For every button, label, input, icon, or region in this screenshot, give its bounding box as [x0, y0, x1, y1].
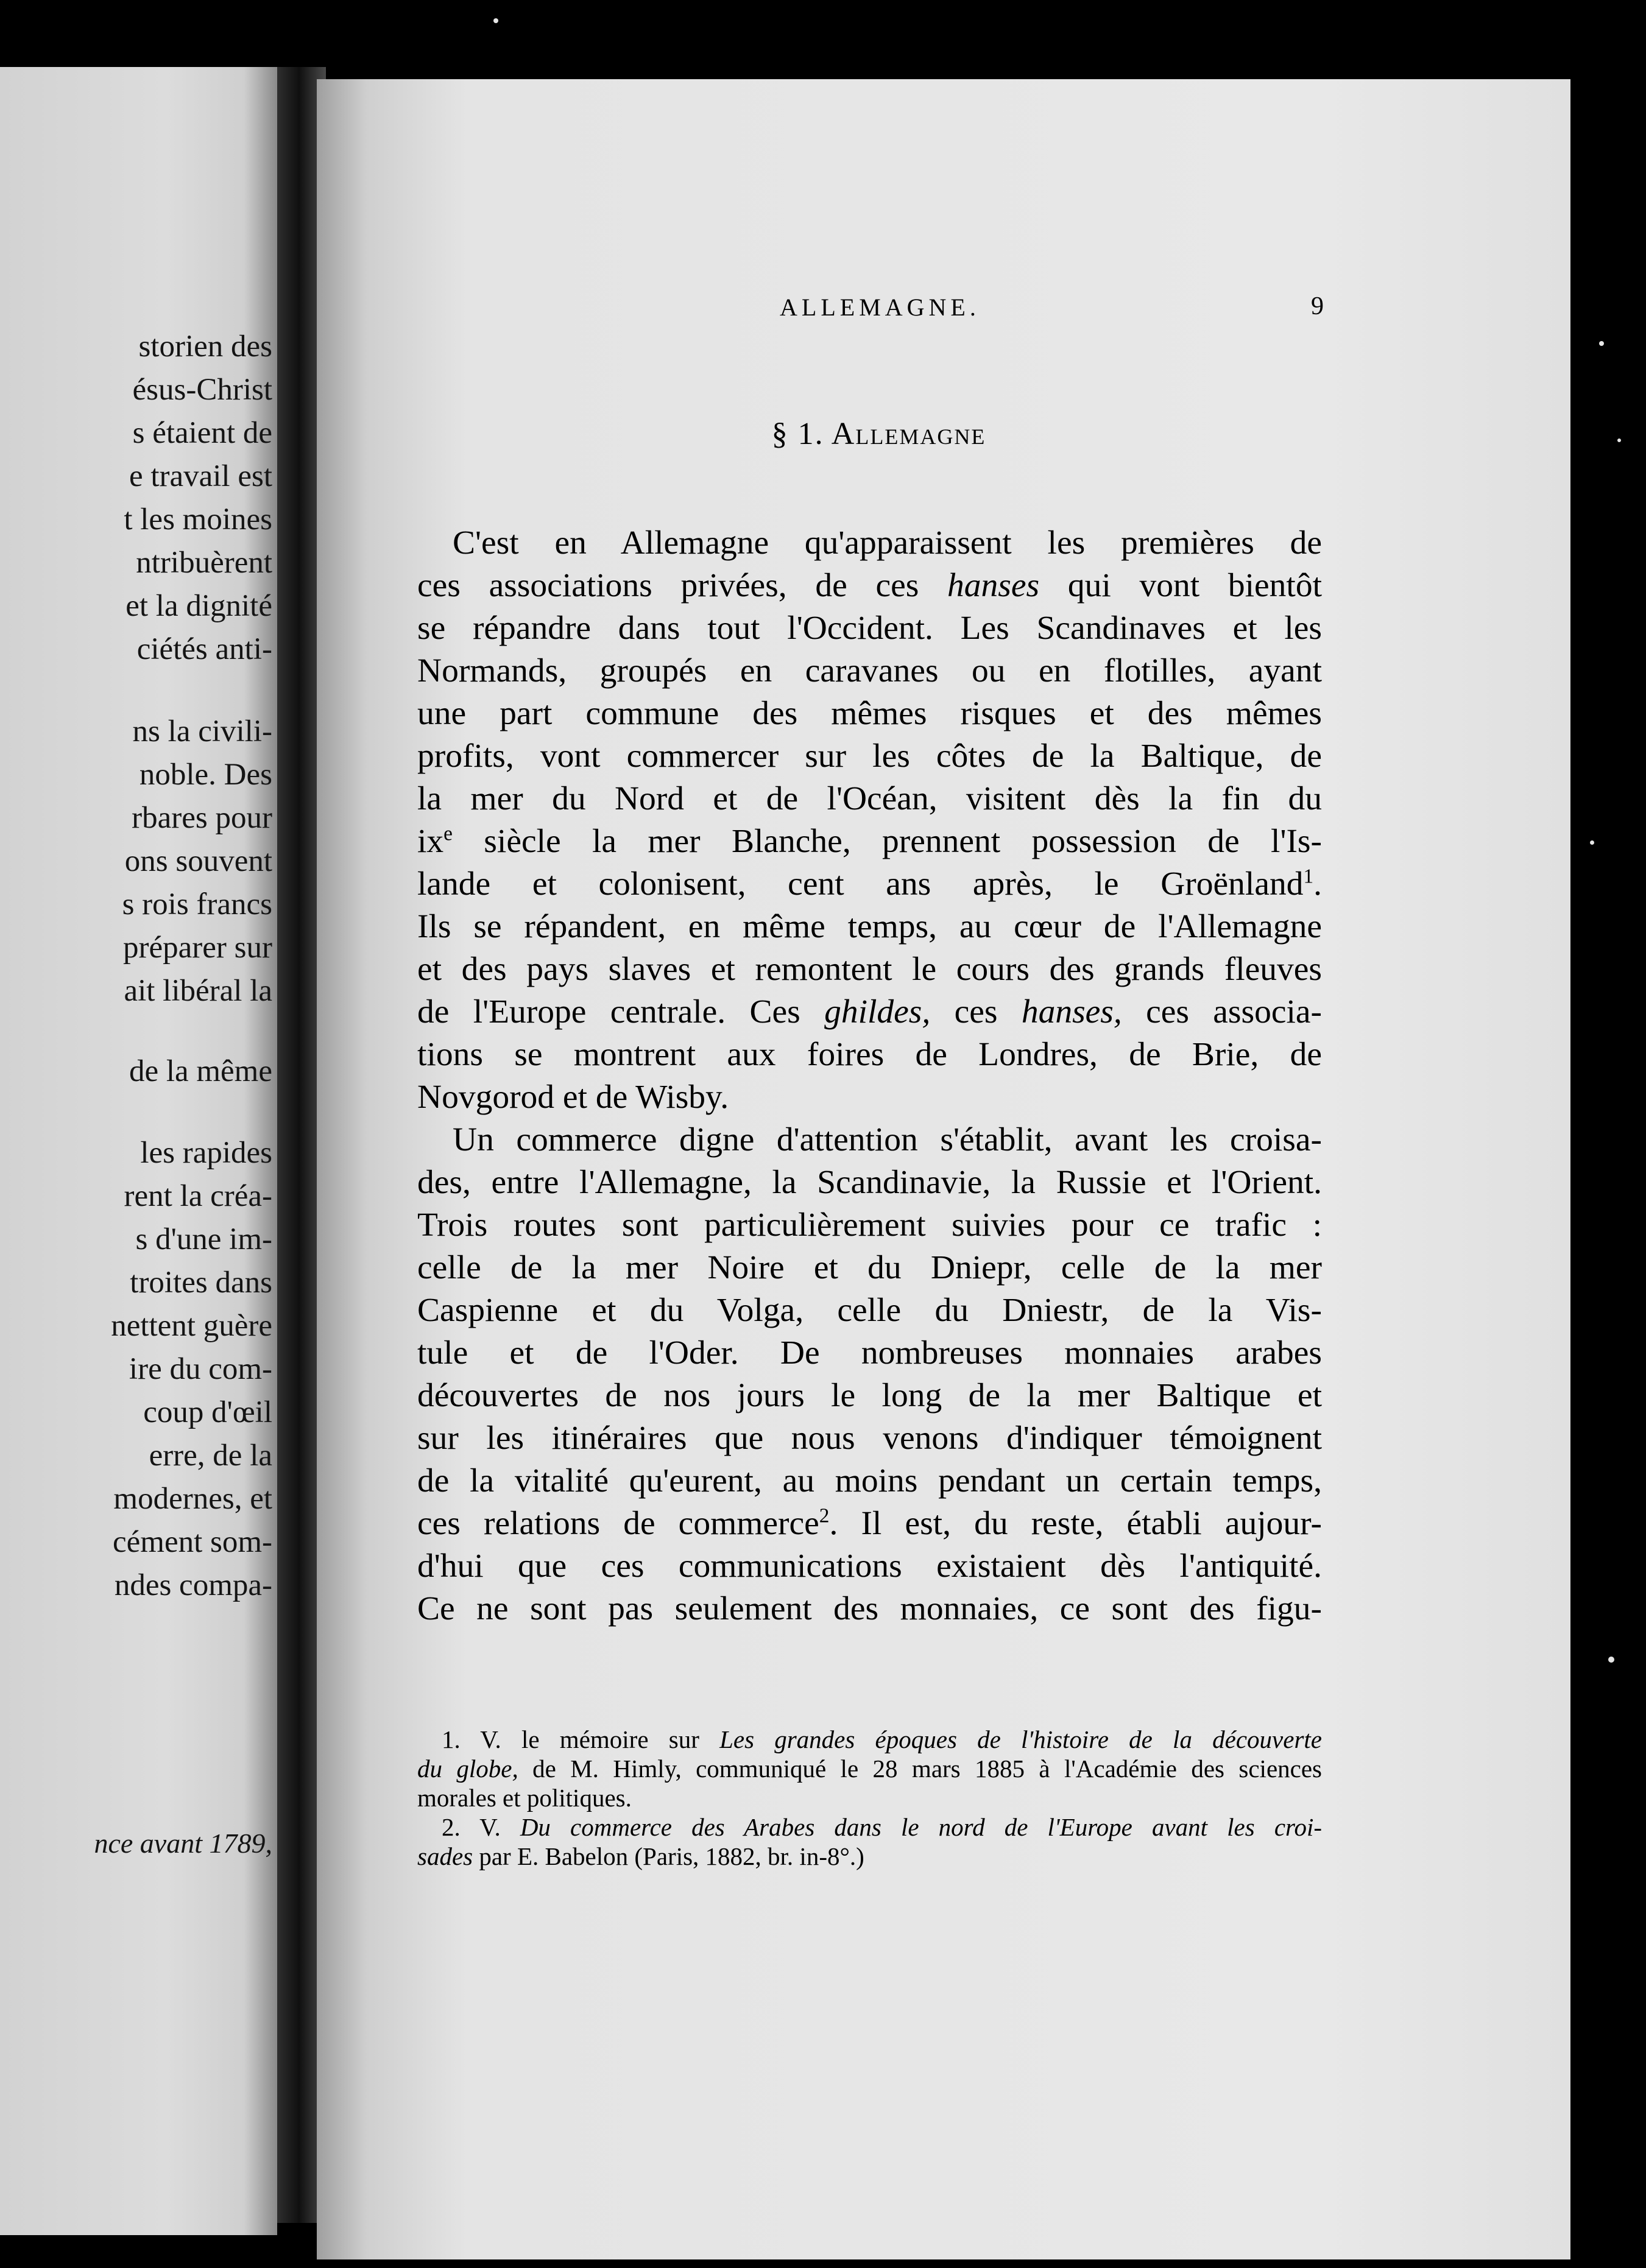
left-line: ésus-Christ: [132, 373, 272, 407]
left-line: rent la créa-: [124, 1179, 272, 1213]
body-line: et des pays slaves et remontent le cours des grands fleuves: [417, 951, 1322, 988]
left-line: coup d'œil: [143, 1395, 272, 1429]
body-line: sur les itinéraires que nous venons d'indiquer témoignent: [417, 1420, 1322, 1457]
body-line: une part commune des mêmes risques et des mêmes: [417, 695, 1322, 732]
body-line: tule et de l'Oder. De nombreuses monnaies arabes: [417, 1334, 1322, 1372]
body-line: ces associations privées, de ces hanses qui vont bientôt: [417, 567, 1323, 604]
left-line: ndes compa-: [114, 1568, 272, 1602]
body-line: découvertes de nos jours le long de la mer Baltique et: [417, 1377, 1322, 1414]
left-line: s étaient de: [132, 416, 272, 450]
italic-term: hanses: [947, 567, 1040, 604]
left-line: nettent guère: [111, 1309, 272, 1343]
left-line: et la dignité: [125, 589, 272, 623]
footnote-ref: 1: [1303, 865, 1314, 888]
body-line: tions se montrent aux foires de Londres, de Brie, de: [417, 1036, 1322, 1073]
left-line: s d'une im-: [135, 1222, 272, 1256]
body-line: $ix^e$ siècle la mer Blanche, prennent possession de l'Is-: [417, 822, 1323, 860]
scan-speck: [1590, 840, 1594, 845]
right-page: [317, 79, 1570, 2259]
left-line: noble. Des: [139, 758, 272, 792]
footnote-line: morales et politiques.: [417, 1784, 632, 1812]
scan-speck: [1608, 1657, 1614, 1663]
body-line: Caspienne et du Volga, celle du Dniestr, de la Vis-: [417, 1292, 1322, 1329]
section-heading: § 1. Allemagne: [771, 417, 986, 451]
italic-term: hanses,: [1021, 993, 1122, 1030]
running-head: ALLEMAGNE.: [780, 294, 980, 321]
left-line: ns la civili-: [132, 714, 272, 748]
body-line: se répandre dans tout l'Occident. Les Scandinaves et les: [417, 610, 1322, 647]
body-line: profits, vont commercer sur les côtes de la Baltique, de: [417, 738, 1322, 775]
body-line: Ils se répandent, en même temps, au cœur de l'Allemagne: [417, 908, 1322, 945]
left-line: e travail est: [129, 459, 272, 493]
left-line: préparer sur: [123, 931, 272, 965]
footnote-line: du globe, de M. Himly, communiqué le 28 mars 1885 à l'Académie des sciences: [417, 1755, 1322, 1783]
left-line: nce avant 1789,: [94, 1828, 272, 1859]
left-line: rbares pour: [132, 801, 272, 835]
scan-speck: [1599, 341, 1604, 346]
body-line: lande et colonisent, cent ans après, le Groënland$^1$.: [417, 865, 1322, 903]
left-line: les rapides: [140, 1136, 272, 1170]
left-line: troites dans: [130, 1266, 272, 1300]
body-line: C'est en Allemagne qu'apparaissent les premières de: [453, 524, 1322, 562]
left-line: ciétés anti-: [136, 632, 272, 666]
footnote-line: 2. V. Du commerce des Arabes dans le nord de l'Europe avant les croi-: [442, 1813, 1322, 1841]
scan-speck: [1617, 438, 1621, 442]
body-line: Trois routes sont particulièrement suivies pour ce trafic :: [417, 1206, 1322, 1244]
body-line: de la vitalité qu'eurent, au moins pendant un certain temps,: [417, 1462, 1322, 1499]
body-line: de l'Europe centrale. Ces ghildes, ces hanses, ces associa-: [417, 993, 1323, 1030]
footnote-line: 1. V. le mémoire sur Les grandes époques de l'histoire de la découverte: [442, 1725, 1322, 1753]
left-line: ons souvent: [124, 844, 272, 878]
body-line: la mer du Nord et de l'Océan, visitent dès la fin du: [417, 780, 1322, 817]
left-facing-page: [0, 67, 277, 2235]
scan-speck: [493, 18, 498, 23]
body-line: d'hui que ces communications existaient dès l'antiquité.: [417, 1548, 1322, 1585]
body-line: celle de la mer Noire et du Dniepr, celle de la mer: [417, 1249, 1322, 1286]
left-line: storien des: [138, 329, 272, 364]
left-line: erre, de la: [149, 1439, 272, 1473]
left-line: ntribuèrent: [136, 546, 272, 580]
left-page-text: [0, 67, 277, 2235]
body-line: Novgorod et de Wisby.: [417, 1079, 729, 1116]
body-line: Un commerce digne d'attention s'établit, avant les croisa-: [453, 1121, 1322, 1158]
footnote-ref: 2: [819, 1504, 830, 1527]
italic-term: ghildes,: [824, 993, 931, 1030]
body-line: Normands, groupés en caravanes ou en flotilles, ayant: [417, 652, 1322, 689]
left-line: modernes, et: [113, 1482, 272, 1516]
left-line: t les moines: [124, 502, 272, 537]
left-line: de la même: [129, 1054, 272, 1088]
page-number: 9: [1311, 292, 1324, 320]
left-line: ait libéral la: [124, 974, 272, 1008]
left-line: cément som-: [113, 1525, 272, 1559]
footnote-line: sades par E. Babelon (Paris, 1882, br. in-8°.): [417, 1842, 864, 1870]
left-line: s rois francs: [122, 887, 272, 921]
body-line: des, entre l'Allemagne, la Scandinavie, la Russie et l'Orient.: [417, 1164, 1322, 1201]
body-line: Ce ne sont pas seulement des monnaies, ce sont des figu-: [417, 1590, 1322, 1627]
body-line: ces relations de commerce$^2$. Il est, du reste, établi aujour-: [417, 1504, 1322, 1542]
left-line: ire du com-: [129, 1352, 272, 1386]
